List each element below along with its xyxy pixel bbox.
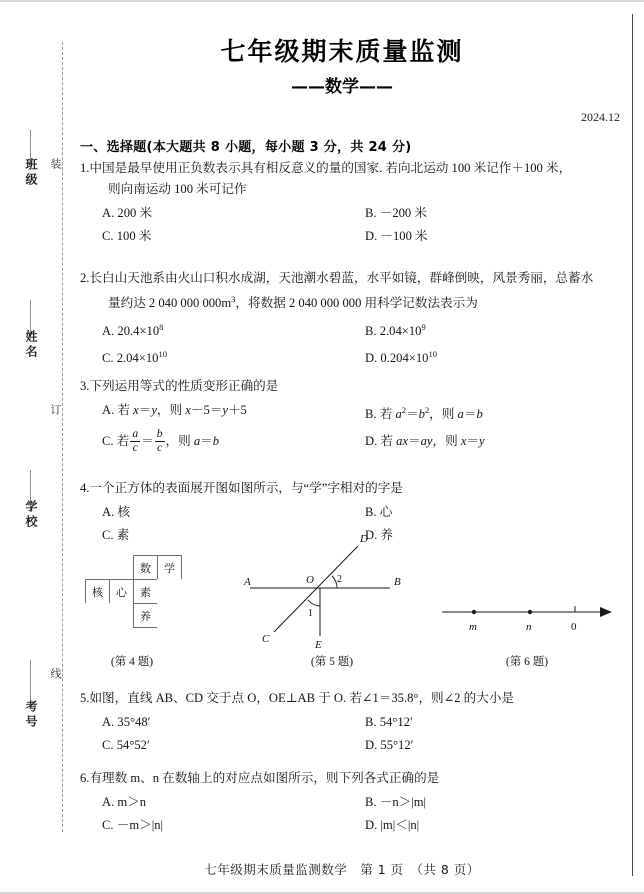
question-2-volume-exponent: 3 bbox=[231, 294, 236, 304]
number-line-label-m: m bbox=[469, 621, 477, 633]
figure-caption-q5: (第 5 题) bbox=[310, 656, 354, 668]
cube-net-row bbox=[86, 580, 182, 604]
field-label-school: 学校 bbox=[24, 500, 38, 530]
question-1-text: 中国是最早使用正负数表示具有相反意义的量的国家. 若向北运动 100 米记作＋100 米， bbox=[89, 161, 572, 175]
option-base: ×10 bbox=[401, 324, 422, 339]
question-2-text-tail: ，将数据 2 040 000 000 用科学记数法表示为 bbox=[235, 296, 478, 311]
cube-net-cell-empty bbox=[109, 603, 134, 628]
option-1a[interactable] bbox=[102, 202, 365, 225]
option-key: D. bbox=[365, 738, 378, 752]
cube-net-row bbox=[86, 556, 182, 580]
question-3-options bbox=[80, 399, 628, 456]
option-key: C. bbox=[102, 434, 114, 449]
question-3-number: 3. bbox=[80, 379, 90, 393]
option-exponent: 10 bbox=[158, 349, 168, 360]
cube-net-cell-empty bbox=[85, 603, 110, 628]
option-key: A. bbox=[102, 206, 115, 220]
question-1-stem bbox=[80, 158, 628, 200]
section-heading: 一、选择题(本大题共 8 小题，每小题 3 分，共 24 分) bbox=[80, 140, 412, 155]
option-text: －m＞|n| bbox=[116, 818, 164, 832]
option-base: ×10 bbox=[138, 351, 159, 366]
cube-net-cell-empty bbox=[157, 603, 182, 628]
geo-label-E: E bbox=[315, 639, 322, 650]
option-text: 核 bbox=[117, 505, 130, 519]
question-2-volume: 量约达 2 040 000 000m bbox=[108, 296, 232, 311]
option-mantissa: 2.04 bbox=[116, 351, 139, 366]
option-text: 养 bbox=[380, 528, 393, 542]
option-6b[interactable] bbox=[365, 791, 628, 814]
number-line-label-zero: 0 bbox=[571, 621, 577, 633]
option-row bbox=[102, 814, 628, 837]
option-key: C. bbox=[102, 351, 114, 366]
option-text: 200 米 bbox=[117, 206, 153, 220]
question-6-options bbox=[80, 791, 628, 837]
body-area bbox=[72, 0, 632, 894]
option-key: C. bbox=[102, 818, 114, 832]
option-6c[interactable] bbox=[102, 814, 365, 837]
question-6 bbox=[80, 768, 628, 837]
question-1-text-cont: 则向南运动 100 米可记作 bbox=[108, 182, 247, 196]
option-3b[interactable]: B. 若 $a^2=b^2$，则 a＝b bbox=[365, 405, 483, 422]
option-row bbox=[102, 426, 628, 456]
cube-net-cell-he: 核 bbox=[85, 579, 110, 604]
question-3-stem bbox=[80, 376, 628, 397]
geo-label-O: O bbox=[306, 574, 314, 586]
question-3-text: 下列运用等式的性质变形正确的是 bbox=[89, 379, 279, 393]
option-key: B. bbox=[365, 795, 377, 809]
fraction-a-over-c: $\frac{a}{c}$ bbox=[132, 427, 139, 454]
question-6-text: 有理数 m、n 在数轴上的对应点如图所示，则下列各式正确的是 bbox=[89, 771, 440, 785]
option-key: B. bbox=[365, 505, 377, 519]
option-text: 心 bbox=[379, 505, 393, 519]
cube-net-cell-xue: 学 bbox=[157, 555, 182, 580]
figure-caption-q4: (第 4 题) bbox=[110, 656, 154, 668]
option-1c[interactable] bbox=[102, 225, 365, 248]
option-key: D. bbox=[365, 351, 378, 366]
option-3d[interactable]: D. 若 ax＝ay，则 x＝y bbox=[365, 434, 485, 449]
option-6a[interactable] bbox=[102, 791, 365, 814]
number-line-figure bbox=[432, 520, 622, 650]
option-key: B. bbox=[365, 407, 377, 422]
field-label-name: 姓名 bbox=[24, 330, 38, 360]
question-1-number: 1. bbox=[80, 161, 90, 175]
question-4-stem bbox=[80, 478, 628, 499]
number-line-point-n bbox=[528, 610, 532, 614]
seal-char-zhuang: 装 bbox=[49, 158, 62, 169]
option-6d[interactable] bbox=[365, 814, 628, 837]
figures-row bbox=[72, 520, 632, 688]
geo-label-A: A bbox=[244, 576, 251, 588]
option-key: D. bbox=[365, 528, 378, 542]
option-key: D. bbox=[365, 434, 378, 449]
option-5d[interactable] bbox=[365, 734, 628, 757]
question-1-options bbox=[80, 202, 628, 248]
option-row bbox=[102, 225, 628, 248]
seal-char-ding: 订 bbox=[49, 404, 62, 415]
geo-label-C: C bbox=[262, 633, 270, 645]
question-3 bbox=[80, 376, 628, 456]
option-key: A. bbox=[102, 324, 115, 339]
question-6-stem bbox=[80, 768, 628, 789]
number-line-label-n: n bbox=[526, 621, 532, 633]
question-5-stem bbox=[80, 688, 628, 709]
cube-net-row bbox=[86, 604, 182, 628]
option-text: －n＞|m| bbox=[379, 795, 427, 809]
question-2-number: 2. bbox=[80, 271, 90, 285]
option-mantissa: 0.204 bbox=[380, 351, 409, 366]
exam-date: 2024.12 bbox=[581, 110, 620, 124]
option-row bbox=[102, 791, 628, 814]
option-5b[interactable] bbox=[365, 711, 628, 734]
option-key: A. bbox=[102, 715, 115, 729]
cube-net-cell-shu: 数 bbox=[133, 555, 158, 580]
question-2-options bbox=[80, 316, 628, 370]
question-5-options bbox=[80, 711, 628, 757]
cube-net-cell-empty bbox=[85, 555, 110, 580]
option-key: B. bbox=[365, 324, 377, 339]
option-5a[interactable] bbox=[102, 711, 365, 734]
cube-net-cell-empty bbox=[109, 555, 134, 580]
binding-margin bbox=[0, 0, 72, 894]
write-line-examno bbox=[30, 660, 31, 700]
option-2c[interactable] bbox=[102, 343, 365, 370]
option-3c[interactable]: C. 若 $\frac{a}{c}$ ＝ $\frac{b}{c}$ ，则 a＝b bbox=[102, 427, 220, 454]
page-right-rule bbox=[632, 14, 633, 876]
option-key: A. bbox=[102, 403, 115, 417]
geometry-figure bbox=[242, 520, 422, 650]
option-row bbox=[102, 711, 628, 734]
seal-char-xian: 线 bbox=[49, 668, 62, 679]
option-text: 35°48′ bbox=[117, 715, 151, 729]
option-mantissa: 2.04 bbox=[379, 324, 402, 339]
option-key: C. bbox=[102, 528, 114, 542]
cube-net-figure bbox=[86, 556, 182, 628]
option-text: 55°12′ bbox=[380, 738, 414, 752]
field-label-class: 班级 bbox=[24, 158, 38, 188]
option-1d[interactable] bbox=[365, 225, 628, 248]
question-5-number: 5. bbox=[80, 691, 90, 705]
option-exponent: 8 bbox=[159, 322, 164, 333]
option-row bbox=[102, 343, 628, 370]
geo-label-B: B bbox=[394, 576, 401, 588]
option-base: ×10 bbox=[408, 351, 429, 366]
option-row bbox=[102, 399, 628, 426]
geo-label-angle2: 2 bbox=[337, 574, 342, 585]
page-footer: 七年级期末质量监测数学 第 1 页 （共 8 页） bbox=[204, 862, 480, 877]
question-2-stem bbox=[80, 268, 628, 314]
option-key: A. bbox=[102, 795, 115, 809]
cube-net-cell-yang: 养 bbox=[133, 603, 158, 628]
page-subtitle: ——数学—— bbox=[291, 77, 393, 97]
option-key: D. bbox=[365, 229, 378, 243]
option-text: m＞n bbox=[117, 795, 147, 809]
number-line-point-m bbox=[472, 610, 476, 614]
option-text: －100 米 bbox=[380, 229, 428, 243]
option-1b[interactable] bbox=[365, 202, 628, 225]
option-base: ×10 bbox=[139, 324, 160, 339]
option-key: C. bbox=[102, 229, 114, 243]
option-key: D. bbox=[365, 818, 378, 832]
option-key: B. bbox=[365, 206, 377, 220]
option-row bbox=[102, 734, 628, 757]
option-text: 100 米 bbox=[116, 229, 152, 243]
option-exponent: 9 bbox=[421, 322, 426, 333]
cube-net-cell-su: 素 bbox=[133, 579, 158, 604]
option-text: 54°52′ bbox=[116, 738, 150, 752]
question-4-number: 4. bbox=[80, 481, 90, 495]
question-1 bbox=[80, 158, 628, 248]
option-2a[interactable] bbox=[102, 316, 365, 343]
geo-label-D: D bbox=[360, 533, 368, 545]
option-key: B. bbox=[365, 715, 377, 729]
question-6-number: 6. bbox=[80, 771, 90, 785]
figure-caption-q6: (第 6 题) bbox=[505, 656, 549, 668]
option-text: －200 米 bbox=[379, 206, 427, 220]
question-2-text-cont bbox=[94, 289, 628, 314]
option-row bbox=[102, 202, 628, 225]
question-5-text: 如图，直线 AB、CD 交于点 O，OE⊥AB 于 O. 若∠1＝35.8°，则∠2 的大小是 bbox=[89, 691, 515, 705]
fraction-b-over-c: $\frac{b}{c}$ bbox=[156, 427, 163, 454]
cube-net-cell-xin: 心 bbox=[109, 579, 134, 604]
option-text: 54°12′ bbox=[379, 715, 413, 729]
question-5 bbox=[80, 688, 628, 757]
option-2b[interactable] bbox=[365, 316, 628, 343]
option-key: C. bbox=[102, 738, 114, 752]
question-2-text: 长白山天池系由火山口积水成湖，天池潮水碧蓝，水平如镜，群峰倒映，风景秀丽，总蓄水 bbox=[89, 271, 594, 285]
number-line-svg bbox=[432, 520, 622, 650]
question-2 bbox=[80, 268, 628, 371]
field-label-examno: 考号 bbox=[24, 700, 38, 730]
question-4-text: 一个正方体的表面展开图如图所示，与“学”字相对的字是 bbox=[89, 481, 403, 495]
cube-net-cell-empty bbox=[157, 579, 182, 604]
option-row bbox=[102, 316, 628, 343]
page-title: 七年级期末质量监测 bbox=[220, 37, 464, 66]
geo-label-angle1: 1 bbox=[308, 608, 313, 619]
option-key: A. bbox=[102, 505, 115, 519]
option-2d[interactable] bbox=[365, 343, 628, 370]
geometry-svg bbox=[242, 520, 422, 650]
option-5c[interactable] bbox=[102, 734, 365, 757]
option-text: |m|＜|n| bbox=[380, 818, 420, 832]
option-text: 素 bbox=[116, 528, 130, 542]
option-3a[interactable]: A. 若 x＝y，则 x－5＝y＋5 bbox=[102, 403, 247, 417]
option-mantissa: 20.4 bbox=[117, 324, 140, 339]
option-exponent: 10 bbox=[428, 349, 437, 360]
